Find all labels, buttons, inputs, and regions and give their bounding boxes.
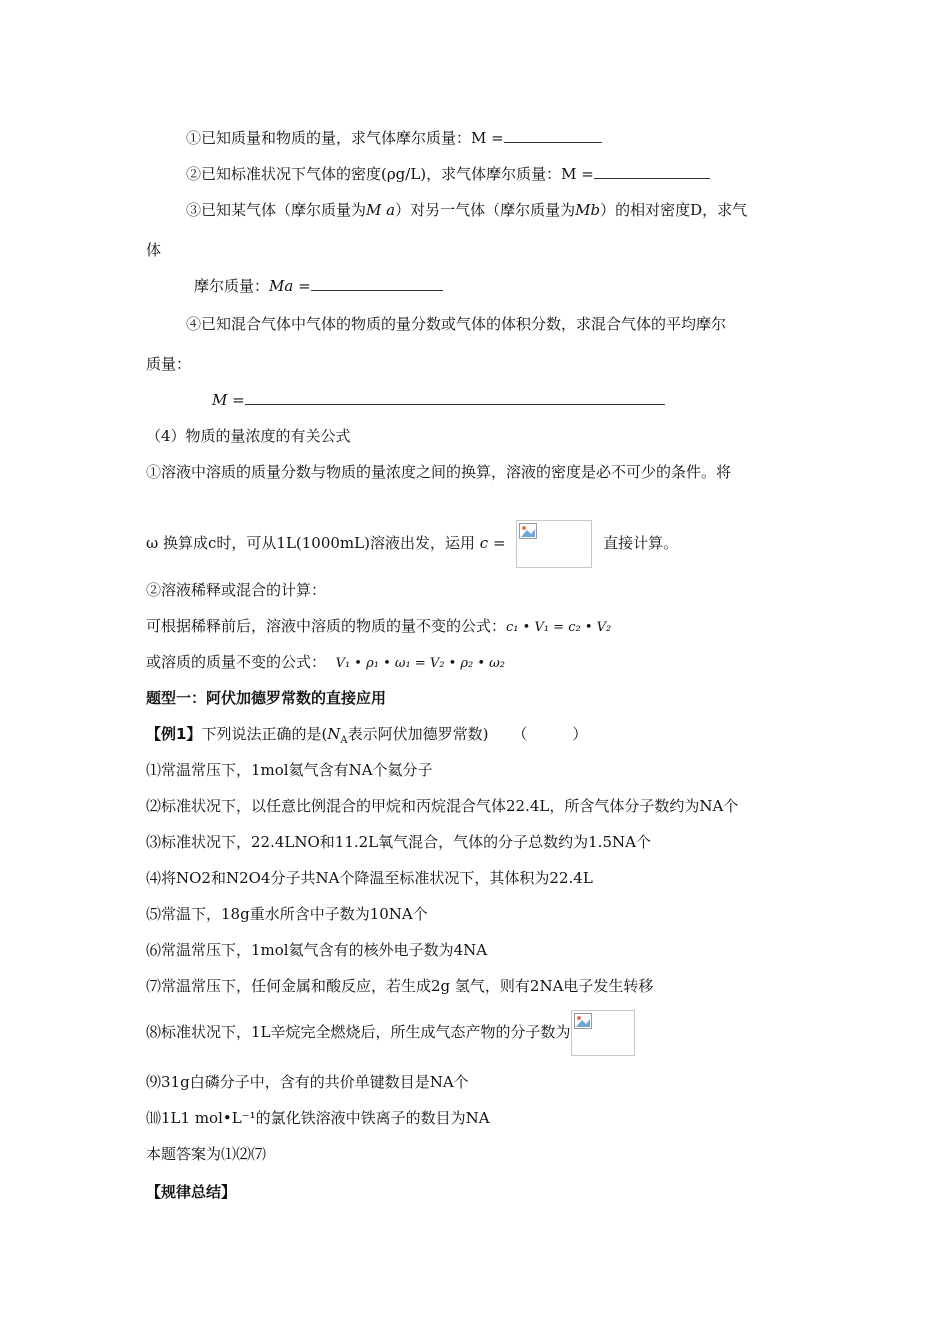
formula-item-2: ②已知标准状况下气体的密度(ρg/L)，求气体摩尔质量：M =	[186, 164, 710, 184]
formula-item-3: ③已知某气体（摩尔质量为M a）对另一气体（摩尔质量为Mb）的相对密度D，求气	[186, 201, 748, 219]
statement-5: ⑸常温下，18g重水所含中子数为10NA个	[146, 905, 428, 923]
concentration-line-1: ①溶液中溶质的质量分数与物质的量浓度之间的换算，溶液的密度是必不可少的条件。将	[146, 463, 732, 481]
formula-item-3-wrap: 体	[146, 241, 162, 259]
formula-image	[571, 1010, 635, 1056]
answer-blank	[245, 390, 665, 405]
answer-blank	[504, 128, 602, 143]
formula-item-4: ④已知混合气体中气体的物质的量分数或气体的体积分数，求混合气体的平均摩尔	[186, 315, 727, 333]
concentration-line-4: 可根据稀释前后，溶液中溶质的物质的量不变的公式：c₁ • V₁ = c₂ • V₂	[146, 617, 612, 635]
section-title: 题型一：阿伏加德罗常数的直接应用	[146, 689, 387, 707]
answer-line: 本题答案为⑴⑵⑺	[146, 1145, 267, 1163]
formula-image	[516, 520, 592, 568]
formula-item-1: ①已知质量和物质的量，求气体摩尔质量：M =	[186, 128, 602, 148]
concentration-heading: （4）物质的量浓度的有关公式	[146, 427, 351, 445]
statement-4: ⑷将NO2和N2O4分子共NA个降温至标准状况下，其体积为22.4L	[146, 869, 593, 887]
statement-8: ⑻标准状况下，1L辛烷完全燃烧后，所生成气态产物的分子数为	[146, 1010, 635, 1056]
broken-image-icon	[574, 1013, 592, 1029]
formula-item-3-sub: 摩尔质量：Ma =	[194, 276, 443, 296]
statement-10: ⑽1L1 mol•L⁻¹的氯化铁溶液中铁离子的数目为NA	[146, 1109, 490, 1127]
concentration-line-2: ω 换算成c时，可从1L(1000mL)溶液出发，运用 c = 直接计算。	[146, 520, 678, 568]
formula-item-4-wrap: 质量：	[146, 355, 192, 373]
statement-3: ⑶标准状况下，22.4LNO和11.2L氧气混合，气体的分子总数约为1.5NA个	[146, 833, 651, 851]
broken-image-icon	[519, 523, 537, 539]
statement-7: ⑺常温常压下，任何金属和酸反应，若生成2g 氢气，则有2NA电子发生转移	[146, 977, 654, 995]
example-prompt: 【例1】下列说法正确的是($N_A$表示阿伏加德罗常数) （ ）	[146, 725, 588, 746]
statement-2: ⑵标准状况下，以任意比例混合的甲烷和丙烷混合气体22.4L，所含气体分子数约为NA个	[146, 797, 739, 815]
answer-blank	[311, 276, 443, 291]
concentration-line-3: ②溶液稀释或混合的计算：	[146, 581, 327, 599]
formula-item-4-answer: M =	[212, 390, 665, 410]
statement-9: ⑼31g白磷分子中，含有的共价单键数目是NA个	[146, 1073, 469, 1091]
statement-1: ⑴常温常压下，1mol氦气含有NA个氦分子	[146, 761, 433, 779]
concentration-line-5: 或溶质的质量不变的公式： V₁ • ρ₁ • ω₁ = V₂ • ρ₂ • ω₂	[146, 653, 505, 671]
summary-heading: 【规律总结】	[146, 1183, 237, 1201]
answer-blank	[594, 164, 710, 179]
statement-6: ⑹常温常压下，1mol氦气含有的核外电子数为4NA	[146, 941, 488, 959]
